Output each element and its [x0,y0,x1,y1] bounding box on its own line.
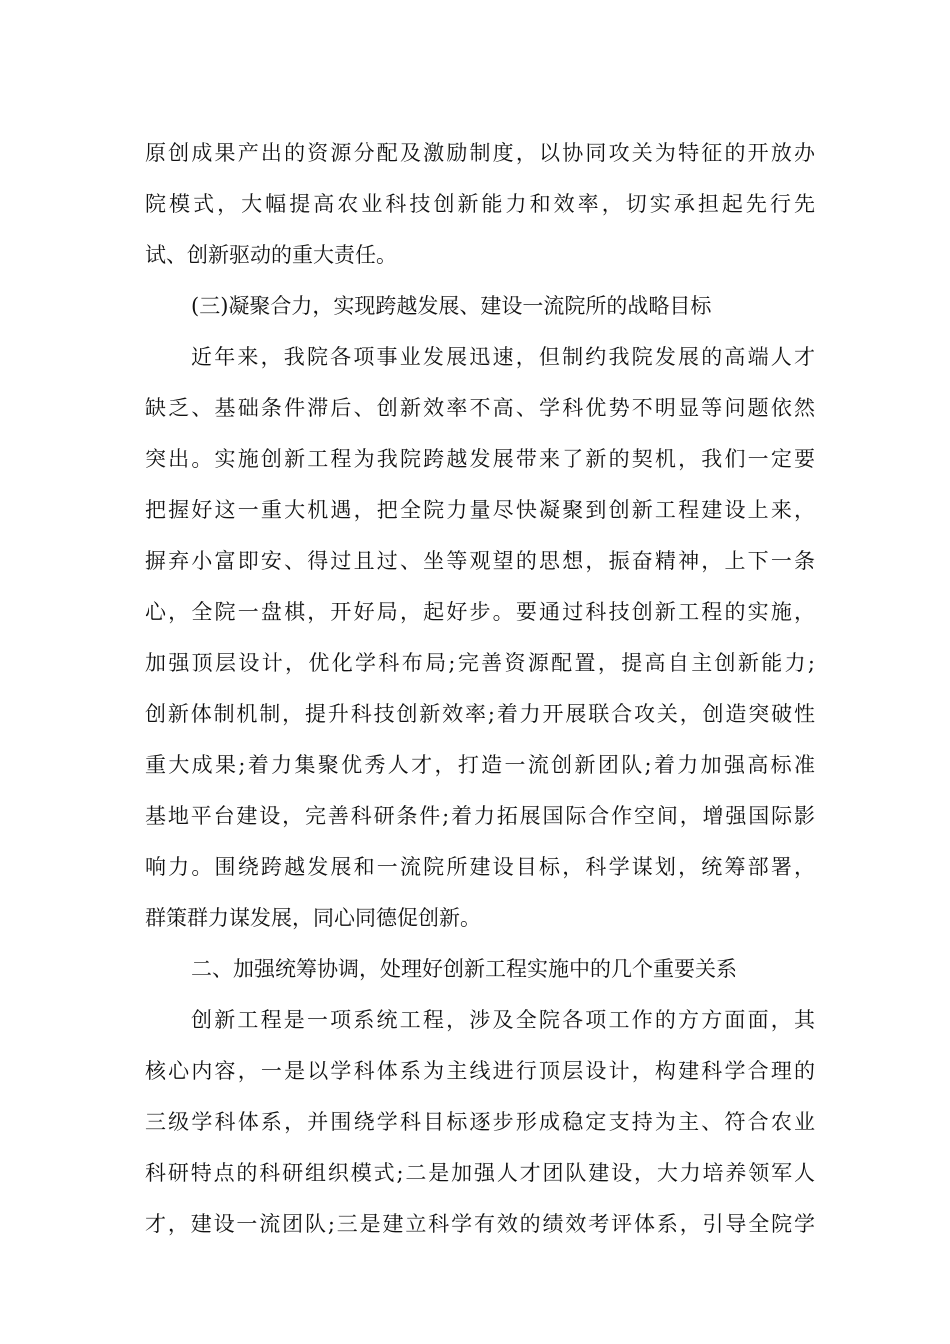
text-line: 响力。围绕跨越发展和一流院所建设目标，科学谋划，统筹部署， [145,855,815,879]
text-line: 把握好这一重大机遇，把全院力量尽快凝聚到创新工程建设上来， [145,498,815,522]
text-line: 核心内容，一是以学科体系为主线进行顶层设计，构建科学合理的 [145,1059,815,1083]
text-line: 创新体制机制，提升科技创新效率;着力开展联合攻关，创造突破性 [145,702,815,726]
text-line: 二、加强统筹协调，处理好创新工程实施中的几个重要关系 [191,957,737,981]
text-line: 院模式，大幅提高农业科技创新能力和效率，切实承担起先行先 [145,192,815,216]
text-line: 加强顶层设计，优化学科布局;完善资源配置，提高自主创新能力; [145,651,815,675]
text-line: 近年来，我院各项事业发展迅速，但制约我院发展的高端人才 [191,345,815,369]
text-line: 创新工程是一项系统工程，涉及全院各项工作的方方面面，其 [191,1008,815,1032]
text-line: 才，建设一流团队;三是建立科学有效的绩效考评体系，引导全院学 [145,1212,815,1236]
text-line: 群策群力谋发展，同心同德促创新。 [145,906,481,930]
text-line: (三)凝聚合力，实现跨越发展、建设一流院所的战略目标 [191,294,712,318]
text-line: 摒弃小富即安、得过且过、坐等观望的思想，振奋精神，上下一条 [145,549,815,573]
text-line: 三级学科体系，并围绕学科目标逐步形成稳定支持为主、符合农业 [145,1110,815,1134]
text-line: 试、创新驱动的重大责任。 [145,243,397,267]
text-line: 科研特点的科研组织模式;二是加强人才团队建设，大力培养领军人 [145,1161,815,1185]
text-line: 原创成果产出的资源分配及激励制度，以协同攻关为特征的开放办 [145,141,815,165]
text-line: 重大成果;着力集聚优秀人才，打造一流创新团队;着力加强高标准 [145,753,815,777]
text-line: 心，全院一盘棋，开好局，起好步。要通过科技创新工程的实施， [145,600,815,624]
text-line: 缺乏、基础条件滞后、创新效率不高、学科优势不明显等问题依然 [145,396,815,420]
text-line: 突出。实施创新工程为我院跨越发展带来了新的契机，我们一定要 [145,447,815,471]
document-body-text [145,128,815,1250]
text-line: 基地平台建设，完善科研条件;着力拓展国际合作空间，增强国际影 [145,804,815,828]
